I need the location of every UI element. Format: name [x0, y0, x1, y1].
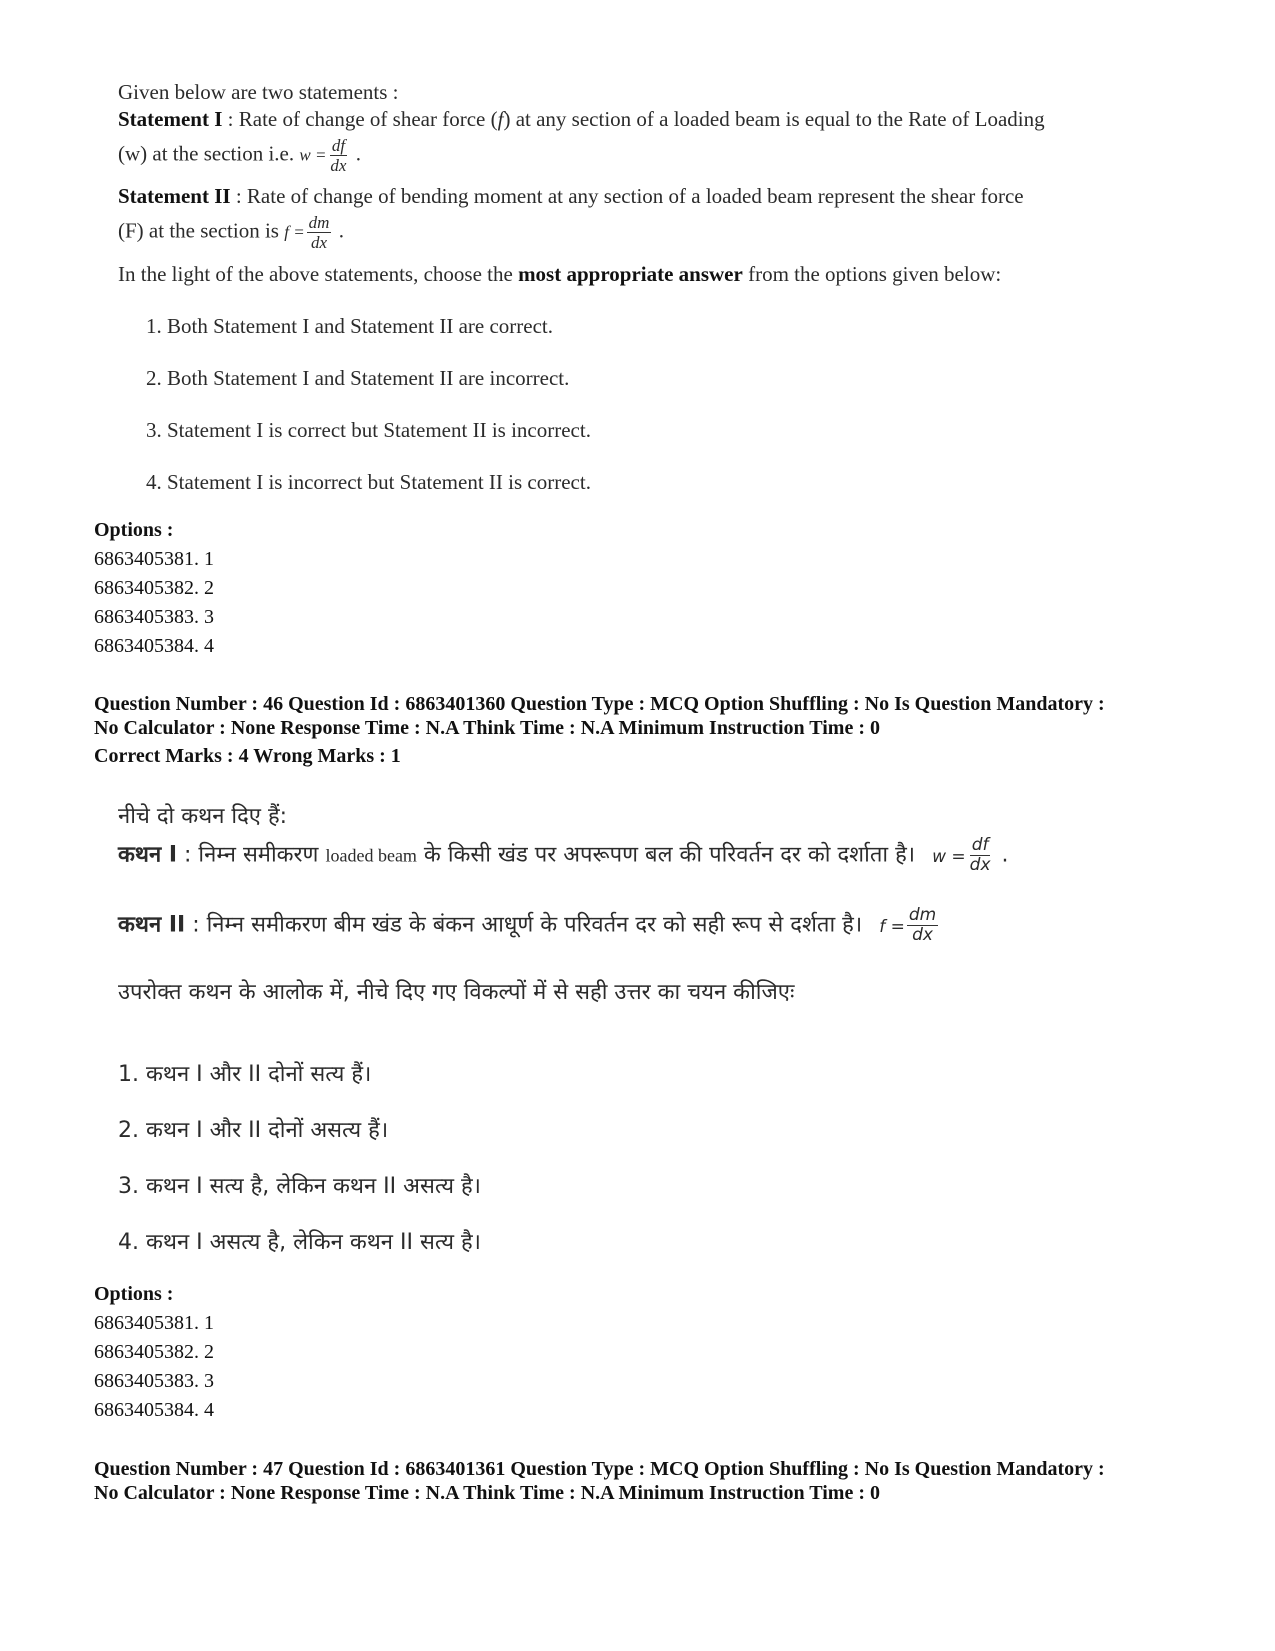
statement-1-label: कथन I	[118, 842, 178, 868]
statement-1-text-a: : Rate of change of shear force (	[222, 107, 498, 131]
meta-line: Question Number : 46 Question Id : 6863401360 Question Type : MCQ Option Shuffling : No Is Question Mandatory :	[94, 693, 1105, 715]
statement-2-text: : Rate of change of bending moment at any section of a loaded beam represent the shear force	[230, 184, 1024, 208]
fraction-denominator: dx	[330, 156, 347, 175]
answer-choice: 3. Statement I is correct but Statement II is incorrect.	[146, 418, 591, 442]
answer-choice: 4. कथन I असत्य है, लेकिन कथन II सत्य है।	[118, 1230, 481, 1255]
marks-line: Correct Marks : 4 Wrong Marks : 1	[94, 745, 401, 767]
fraction-numerator: dm	[308, 213, 330, 232]
statement-1-line: कथन I : निम्न समीकरण loaded beam के किसी खंड पर अपरूपण बल की परिवर्तन दर को दर्शाता है। w = $\frac{df}{dx}$ .	[118, 835, 1009, 875]
prompt-bold: most appropriate answer	[518, 262, 743, 286]
statement-1-eq-lhs: w =	[299, 145, 327, 165]
fraction-numerator: df	[971, 835, 989, 855]
fraction-numerator: df	[331, 136, 346, 155]
options-label: Options :	[94, 519, 174, 541]
statement-2-fraction	[907, 906, 938, 945]
statement-2-continuation: (F) at the section is f = $\frac{dm}{dx}$ .	[118, 213, 344, 252]
option-item: 6863405384. 4	[94, 635, 214, 657]
option-item: 6863405382. 2	[94, 1341, 214, 1363]
statement-2-fraction	[307, 213, 332, 252]
fraction-denominator: dx	[969, 855, 991, 875]
question-prompt: उपरोक्त कथन के आलोक में, नीचे दिए गए विकल्पों में से सही उत्तर का चयन कीजिएः	[118, 980, 795, 1005]
statement-2-eq-lhs: f =	[879, 916, 905, 937]
meta-line: No Calculator : None Response Time : N.A Think Time : N.A Minimum Instruction Time : 0	[94, 1482, 880, 1504]
statement-1-fraction	[328, 136, 348, 175]
statement-1-fraction	[968, 836, 993, 875]
options-list	[94, 516, 214, 661]
statement-2-line	[118, 184, 1024, 209]
option-item: 6863405381. 1	[94, 548, 214, 570]
option-item: 6863405383. 3	[94, 1370, 214, 1392]
question-46-meta	[94, 692, 1214, 768]
statement-2-cont-text: (F) at the section is	[118, 218, 279, 243]
statement-2-eq-lhs: f =	[284, 222, 305, 242]
statement-1-cont-text: (w) at the section i.e.	[118, 141, 295, 166]
statement-1-text-b: के किसी खंड पर अपरूपण बल की परिवर्तन दर को दर्शाता है।	[416, 842, 916, 868]
answer-choice: 2. Both Statement I and Statement II are incorrect.	[146, 366, 570, 390]
statement-1-english: loaded beam	[325, 845, 417, 866]
statement-1-text-b: ) at any section of a loaded beam is equal to the Rate of Loading	[503, 107, 1045, 131]
statement-1-continuation: (w) at the section i.e. w = $\frac{df}{dx}$ .	[118, 136, 361, 175]
answer-choice: 1. Both Statement I and Statement II are correct.	[146, 314, 554, 338]
answer-choice: 3. कथन I सत्य है, लेकिन कथन II असत्य है।	[118, 1174, 481, 1199]
question-47-meta	[94, 1457, 1214, 1505]
statement-1-label: Statement I	[118, 107, 223, 131]
statement-2-text: : निम्न समीकरण बीम खंड के बंकन आधूर्ण के परिवर्तन दर को सही रूप से दर्शता है।	[185, 912, 863, 938]
meta-line: Question Number : 47 Question Id : 6863401361 Question Type : MCQ Option Shuffling : No Is Question Mandatory :	[94, 1458, 1105, 1480]
fraction-numerator: dm	[908, 905, 937, 925]
question-intro: नीचे दो कथन दिए हैं:	[118, 804, 288, 829]
options-list	[94, 1280, 214, 1425]
statement-1-eq-lhs: w =	[932, 846, 966, 867]
statement-1-line	[118, 107, 1045, 132]
statement-2-label: Statement II	[118, 184, 231, 208]
option-item: 6863405382. 2	[94, 577, 214, 599]
statement-1-var: f	[497, 107, 504, 131]
meta-line: No Calculator : None Response Time : N.A Think Time : N.A Minimum Instruction Time : 0	[94, 717, 880, 739]
question-prompt	[118, 262, 1001, 287]
question-intro: Given below are two statements :	[118, 80, 399, 104]
option-item: 6863405381. 1	[94, 1312, 214, 1334]
prompt-text-b: from the options given below:	[742, 262, 1002, 286]
prompt-text-a: In the light of the above statements, choose the	[118, 262, 519, 286]
fraction-denominator: dx	[311, 233, 328, 252]
statement-2-label: कथन II	[118, 912, 186, 938]
answer-choice: 1. कथन I और II दोनों सत्य हैं।	[118, 1062, 372, 1087]
option-item: 6863405383. 3	[94, 606, 214, 628]
option-item: 6863405384. 4	[94, 1399, 214, 1421]
fraction-denominator: dx	[912, 925, 933, 945]
answer-choice: 4. Statement I is incorrect but Statement II is correct.	[146, 470, 591, 494]
options-label: Options :	[94, 1283, 174, 1305]
statement-2-line	[118, 906, 940, 945]
statement-1-text-a: : निम्न समीकरण	[177, 842, 326, 868]
answer-choice: 2. कथन I और II दोनों असत्य हैं।	[118, 1118, 389, 1143]
